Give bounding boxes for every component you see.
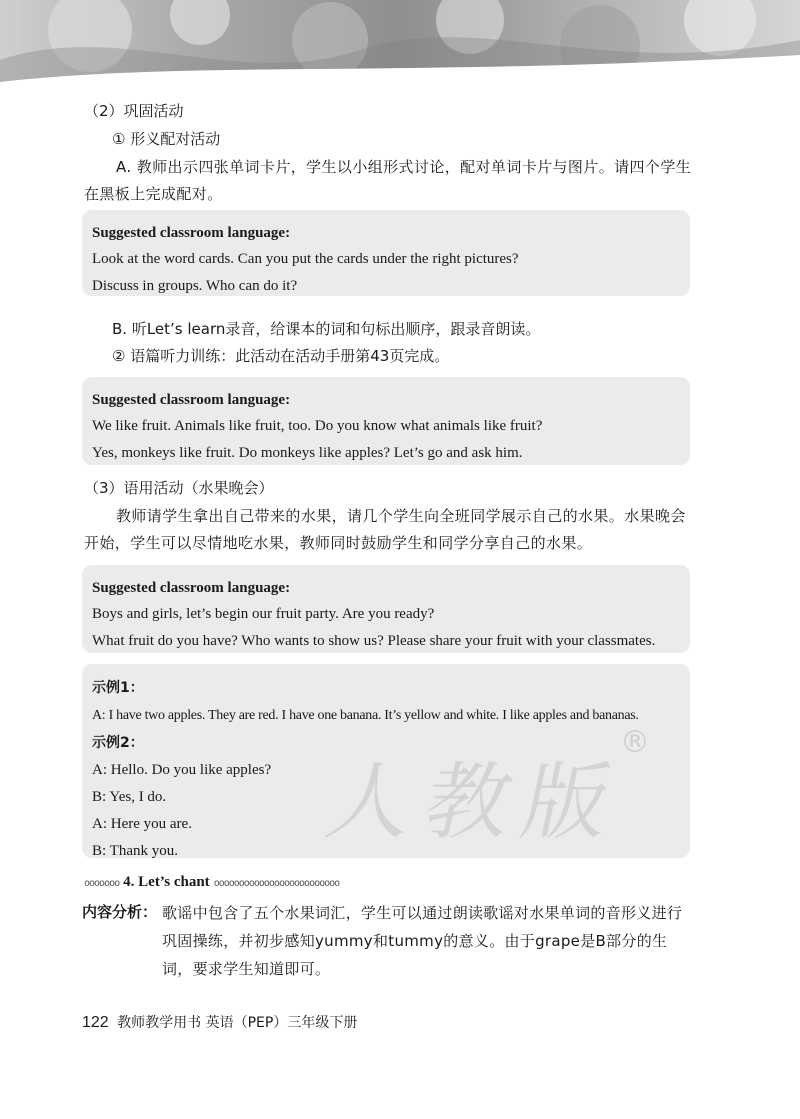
example-1-line: A: I have two apples. They are red. I have one banana. It’s yellow and white. I like apples and bananas. <box>92 708 639 723</box>
box-line: Yes, monkeys like fruit. Do monkeys like apples? Let’s go and ask him. <box>92 445 523 461</box>
example-2-label: 示例2： <box>92 735 144 751</box>
content-analysis-text: 歌谣中包含了五个水果词汇，学生可以通过朗读歌谣对水果单词的音形义进行巩固操练，并初步感知yummy和tummy的意义。由于grape是B部分的生词，要求学生知道即可。 <box>162 904 683 978</box>
box-line: We like fruit. Animals like fruit, too. Do you know what animals like fruit? <box>92 418 543 434</box>
box-line: Boys and girls, let’s begin our fruit party. Are you ready? <box>92 606 435 622</box>
page-footer <box>82 1012 357 1032</box>
book-title: 教师教学用书 英语（PEP）三年级下册 <box>117 1015 358 1031</box>
example-dialogue-box <box>82 664 690 858</box>
registered-mark: ® <box>620 725 650 760</box>
watermark-text: 人教版 <box>318 753 634 851</box>
activity-2-title: ② 语篇听力训练：此活动在活动手册第43页完成。 <box>112 347 450 365</box>
box-heading: Suggested classroom language: <box>92 225 291 241</box>
section-3-paragraph: 教师请学生拿出自己带来的水果，请几个学生向全班同学展示自己的水果。水果晚会开始，学生可以尽情地吃水果，教师同时鼓励学生和同学分享自己的水果。 <box>84 507 686 552</box>
activity-1-title: ① 形义配对活动 <box>112 130 221 148</box>
page-number: 122 <box>82 1014 109 1031</box>
dialogue-line: B: Yes, I do. <box>92 789 167 805</box>
header-banner <box>0 0 800 82</box>
paragraph-b: B. 听Let’s learn录音，给课本的词和句标出顺序，跟录音朗读。 <box>112 320 541 338</box>
dialogue-line: A: Hello. Do you like apples? <box>92 762 272 778</box>
section-4-heading <box>84 874 339 891</box>
dialogue-line: B: Thank you. <box>92 843 178 859</box>
box-line: Discuss in groups. Who can do it? <box>92 278 298 294</box>
section-4-title: 4. Let’s chant <box>123 874 210 890</box>
example-1-label: 示例1： <box>92 680 144 696</box>
classroom-language-box-1 <box>82 210 690 296</box>
box-heading: Suggested classroom language: <box>92 580 291 596</box>
paragraph-a: A. 教师出示四张单词卡片，学生以小组形式讨论，配对单词卡片与图片。请四个学生在黑板上完成配对。 <box>84 158 692 203</box>
classroom-language-box-2 <box>82 377 690 465</box>
box-heading: Suggested classroom language: <box>92 392 291 408</box>
box-line: Look at the word cards. Can you put the cards under the right pictures? <box>92 251 519 267</box>
box-line: What fruit do you have? Who wants to show us? Please share your fruit with your classmates. <box>92 633 656 649</box>
classroom-language-box-3 <box>82 565 690 653</box>
floral-pattern-icon <box>0 0 800 82</box>
leader-dots: ooooooooooooooooooooooooo <box>213 878 340 889</box>
content-analysis-label: 内容分析： <box>82 903 158 921</box>
leader-dots: ooooooo <box>84 878 120 889</box>
dialogue-line: A: Here you are. <box>92 816 192 832</box>
section-3-heading: （3）语用活动（水果晚会） <box>84 479 274 497</box>
section-2-heading: （2）巩固活动 <box>84 102 184 120</box>
